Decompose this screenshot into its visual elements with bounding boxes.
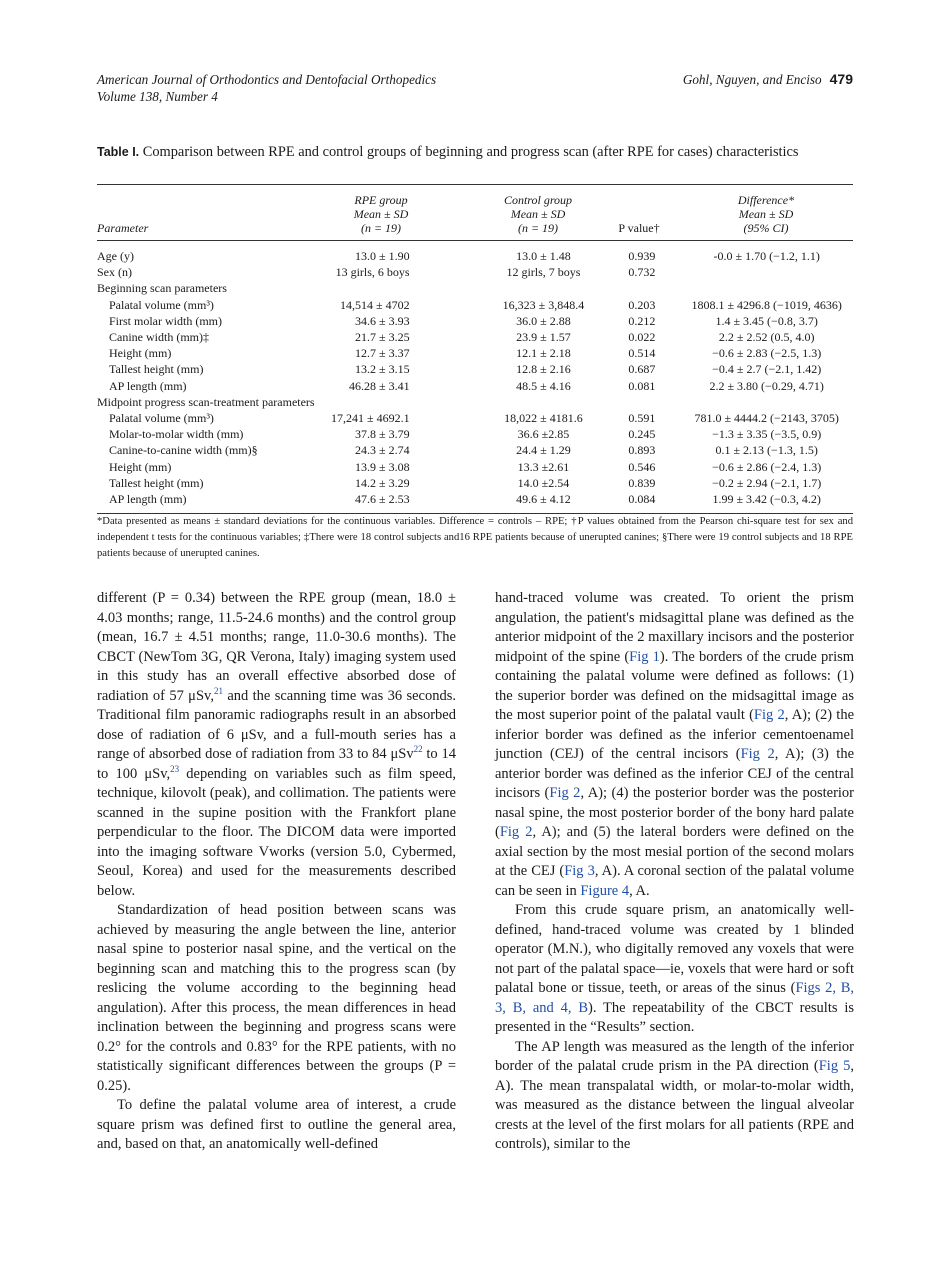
text-span: , A). The mean transpalatal width, or molar-to-molar width, was measured as the distance between the lingual alveolar crests at the level of the first molars for all patients (RPE and controls), similar to the — [495, 1058, 854, 1152]
cell-pvalue: 0.839 — [628, 475, 656, 490]
cell-difference: −0.6 ± 2.83 (−2.5, 1.3) — [712, 346, 822, 361]
table-row — [97, 410, 853, 426]
table-row — [97, 241, 853, 264]
header-control-line1: Control group — [503, 193, 573, 207]
cell-rpe: 13.9 ± 3.08 — [355, 459, 410, 474]
cell-parameter: Age (y) — [97, 249, 134, 263]
header-rpe — [307, 185, 477, 240]
text-span: The AP length was measured as the length of the inferior border of the palatal crude prism in the PA direction ( — [495, 1038, 854, 1074]
cell-pvalue — [603, 280, 680, 296]
text-span: to 14 to 100 μSv, — [97, 746, 456, 782]
cell-control — [484, 280, 604, 296]
table-row — [97, 329, 853, 345]
body-left-column — [97, 589, 456, 1155]
figure-link[interactable]: Fig 3 — [564, 863, 595, 879]
table-row — [97, 280, 853, 296]
figure-link[interactable]: Fig 2 — [549, 785, 581, 801]
table-row — [97, 491, 853, 513]
text-span: hand-traced volume was created. To orient the prism angulation, the patient's midsagittal plane was defined as the anterior midpoint of the 2 maxillary incisors and the posterior midpoint of the spine ( — [495, 590, 854, 665]
table-body — [97, 241, 853, 513]
paragraph — [97, 589, 456, 901]
table-row — [97, 442, 853, 458]
text-span: and the scanning time was 36 seconds. Traditional film panoramic radiographs result in an absorbed dose of radiation of 6 μSv, and a full-mouth series has a range of absorbed dose of radiation from 33 to 84 μSv — [97, 687, 457, 762]
cell-difference: -0.0 ± 1.70 (−1.2, 1.1) — [713, 249, 820, 263]
cell-parameter: First molar width (mm) — [109, 313, 222, 328]
cell-difference: −0.4 ± 2.7 (−2.1, 1.42) — [712, 362, 822, 377]
text-span: ). The borders of the crude prism containing the palatal volume were defined as follows: (1) the superior border was defined on the midsagittal image as the most superior point of the palatal vault ( — [495, 648, 855, 723]
table-row — [97, 426, 853, 442]
citation-link[interactable]: 21 — [213, 685, 223, 696]
cell-control: 48.5 ± 4.16 — [516, 378, 571, 393]
cell-difference: −0.2 ± 2.94 (−2.1, 1.7) — [712, 475, 822, 490]
cell-rpe: 24.3 ± 2.74 — [355, 443, 410, 458]
text-span: depending on variables such as film speed, technique, kilovolt (peak), and collimation. The patients were scanned in the supine position with the Frankfort plane perpendicular to the floor. The DICOM data were imported into the imaging software Vworks (version 5.0, Cybermed, Seoul, Korea) and used for the measurements described below. — [97, 765, 456, 899]
cell-parameter: Palatal volume (mm³) — [109, 297, 214, 312]
cell-control — [484, 394, 604, 410]
authors: Gohl, Nguyen, and Enciso — [682, 72, 822, 87]
cell-difference: 781.0 ± 4444.2 (−2143, 3705) — [694, 411, 839, 426]
table-row — [97, 361, 853, 377]
cell-difference: 1.99 ± 3.42 (−0.3, 4.2) — [712, 492, 821, 507]
cell-rpe — [315, 280, 484, 296]
text-span: ). The repeatability of the CBCT results is presented in the “Results” section. — [495, 999, 855, 1035]
cell-parameter: Tallest height (mm) — [109, 362, 204, 377]
paragraph: To define the palatal volume area of interest, a crude square prism was defined first to outline the general area, and, based on that, an anatomically well-defined — [97, 1097, 456, 1152]
cell-parameter: Molar-to-molar width (mm) — [109, 427, 244, 442]
table-row — [97, 297, 853, 313]
text-span: , A. — [629, 882, 650, 899]
header-rpe-line1: RPE group — [354, 193, 408, 207]
cell-parameter: Midpoint progress scan-treatment parameters — [97, 394, 315, 409]
cell-rpe — [315, 394, 484, 410]
citation-link[interactable]: 22 — [413, 744, 423, 755]
cell-pvalue: 0.893 — [628, 443, 656, 458]
table-caption — [97, 143, 853, 162]
figure-link[interactable]: Figure 4 — [580, 882, 630, 899]
cell-rpe: 13.0 ± 1.90 — [355, 249, 410, 263]
cell-pvalue — [603, 394, 680, 410]
text-span: , A). A coronal section of the palatal volume can be seen in — [495, 863, 855, 899]
text-span: , A); (4) the posterior border was the posterior nasal spine, the most posterior border of the bony hard palate ( — [495, 785, 855, 840]
cell-pvalue: 0.212 — [628, 313, 656, 328]
cell-control: 18,022 ± 4181.6 — [504, 411, 583, 426]
data-table — [97, 184, 853, 514]
text-span: , A); and (5) the lateral borders were defined on the axial section by the most mesial portion of the second molars at the CEJ ( — [495, 824, 854, 879]
cell-control: 12.1 ± 2.18 — [516, 346, 571, 361]
cell-difference — [680, 280, 853, 296]
header-rpe-line2: Mean ± SD — [353, 207, 409, 221]
cell-pvalue: 0.591 — [628, 411, 656, 426]
header-control-line3: (n = 19) — [517, 221, 559, 235]
cell-pvalue: 0.732 — [628, 265, 656, 280]
cell-rpe: 13.2 ± 3.15 — [355, 362, 410, 377]
table-row — [97, 345, 853, 361]
citation-link[interactable]: 23 — [170, 763, 180, 774]
header-diff-line2: Mean ± SD — [738, 207, 794, 221]
cell-parameter: AP length (mm) — [109, 378, 187, 393]
cell-control: 23.9 ± 1.57 — [516, 330, 571, 345]
running-head-right — [683, 71, 853, 88]
header-control — [477, 185, 599, 240]
header-parameter: Parameter — [97, 221, 149, 235]
cell-difference: −1.3 ± 3.35 (−3.5, 0.9) — [712, 427, 822, 442]
header-difference — [679, 185, 853, 240]
cell-parameter: Sex (n) — [97, 265, 132, 280]
table-footnote: *Data presented as means ± standard deviations for the continuous variables. Difference = controls – RPE; †P values obtained from the Pearson chi-square test for sex and independent t tests for the continuous variables; ‡There were 18 control subjects and16 RPE patients because of unerupted canines; §There were 19 control subjects and 18 RPE patients because of unerupted canines. — [97, 516, 853, 559]
text-span: , A); (2) the inferior border was defined as the inferior cementoenamel junction (CEJ) of the central incisors ( — [495, 707, 855, 762]
figure-link[interactable]: Fig 2 — [740, 746, 775, 762]
cell-control: 14.0 ±2.54 — [517, 475, 570, 490]
text-span: different (P = 0.34) between the RPE group (mean, 18.0 ± 4.03 months; range, 11.5-24.6 months) and the control group (mean, 16.7 ± 4.51 months; range, 11.0-30.6 months). The CBCT (NewTom 3G, QR Verona, Italy) imaging system used in this study has an overall effective absorbed dose of radiation of 57 μSv, — [97, 590, 456, 704]
cell-rpe: 14.2 ± 3.29 — [355, 475, 410, 490]
body-right-column — [495, 589, 854, 1155]
cell-parameter: Height (mm) — [109, 459, 172, 474]
cell-rpe: 13 girls, 6 boys — [335, 265, 410, 280]
cell-rpe: 37.8 ± 3.79 — [355, 427, 410, 442]
running-head — [97, 71, 853, 105]
page-number: 479 — [829, 71, 853, 87]
cell-parameter: AP length (mm) — [109, 492, 187, 507]
text-span: From this crude square prism, an anatomically well-defined, hand-traced volume was created by 1 blinded operator (M.N.), who digitally removed any voxels that were not part of the palatal space—ie, voxels that were hard or soft palatal bone or tissue, teeth, or areas of the sinus ( — [495, 902, 854, 996]
cell-control: 12.8 ± 2.16 — [516, 362, 571, 377]
cell-pvalue: 0.687 — [628, 362, 656, 377]
cell-rpe: 14,514 ± 4702 — [340, 297, 410, 312]
header-control-line2: Mean ± SD — [510, 207, 566, 221]
table-header-row — [97, 185, 853, 240]
cell-control: 49.6 ± 4.12 — [516, 492, 571, 507]
cell-parameter: Height (mm) — [109, 346, 172, 361]
cell-difference: 0.1 ± 2.13 (−1.3, 1.5) — [715, 443, 818, 458]
cell-pvalue: 0.203 — [628, 297, 656, 312]
table-row — [97, 313, 853, 329]
table-row — [97, 394, 853, 410]
cell-pvalue: 0.514 — [628, 346, 656, 361]
cell-parameter: Beginning scan parameters — [97, 281, 227, 296]
cell-control: 13.0 ± 1.48 — [516, 249, 571, 263]
figure-link[interactable]: Fig 2 — [753, 707, 785, 723]
cell-difference: 2.2 ± 3.80 (−0.29, 4.71) — [709, 378, 824, 393]
header-diff-line3: (95% CI) — [743, 221, 789, 235]
figure-link[interactable]: Fig 1 — [629, 648, 660, 665]
table-row — [97, 264, 853, 280]
cell-pvalue: 0.022 — [628, 330, 656, 345]
paragraph: Standardization of head position between scans was achieved by measuring the angle between the line, anterior nasal spine to posterior nasal spine, and the vertical on the beginning scan and matching this to the progress scan (by reslicing the volume according to the beginning head angulation). After this process, the mean differences in head inclination between the beginning and progress scans were 0.2° for the controls and 0.83° for the RPE patients, with no statistically significant differences between the groups (P = 0.25). — [97, 902, 456, 1094]
figure-link[interactable]: Figs 2, B, 3, B, and 4, B — [495, 980, 854, 1016]
paragraph — [495, 901, 854, 1038]
table-caption-text: Comparison between RPE and control groups of beginning and progress scan (after RPE for cases) characteristics — [142, 144, 799, 160]
header-pvalue — [599, 185, 679, 240]
table-row — [97, 475, 853, 491]
paragraph — [495, 1038, 854, 1155]
header-rpe-line3: (n = 19) — [360, 221, 402, 235]
cell-pvalue: 0.084 — [628, 492, 656, 507]
figure-link[interactable]: Fig 5 — [818, 1058, 851, 1074]
cell-rpe: 17,241 ± 4692.1 — [331, 411, 410, 426]
header-diff-line1: Difference* — [737, 193, 795, 207]
cell-control: 24.4 ± 1.29 — [516, 443, 571, 458]
cell-pvalue: 0.245 — [628, 427, 656, 442]
cell-control: 12 girls, 7 boys — [506, 265, 581, 280]
cell-difference: 1808.1 ± 4296.8 (−1019, 4636) — [691, 297, 842, 312]
table-label: Table I. — [97, 145, 140, 159]
cell-difference — [680, 264, 853, 280]
cell-control: 13.3 ±2.61 — [517, 459, 570, 474]
journal-name: American Journal of Orthodontics and Dentofacial Orthopedics — [97, 72, 437, 87]
cell-parameter: Canine width (mm)‡ — [109, 330, 209, 345]
cell-rpe: 12.7 ± 3.37 — [355, 346, 410, 361]
cell-difference — [680, 394, 853, 410]
cell-pvalue: 0.081 — [628, 378, 656, 393]
journal-volume: Volume 138, Number 4 — [97, 89, 218, 104]
cell-rpe: 34.6 ± 3.93 — [355, 313, 410, 328]
cell-control: 36.0 ± 2.88 — [516, 313, 571, 328]
cell-parameter: Palatal volume (mm³) — [109, 411, 214, 426]
cell-control: 16,323 ± 3,848.4 — [502, 297, 585, 312]
cell-difference: 2.2 ± 2.52 (0.5, 4.0) — [718, 330, 815, 345]
cell-rpe: 46.28 ± 3.41 — [349, 378, 410, 393]
cell-parameter: Canine-to-canine width (mm)§ — [109, 443, 258, 458]
table-row — [97, 459, 853, 475]
cell-difference: 1.4 ± 3.45 (−0.8, 3.7) — [715, 313, 818, 328]
cell-difference: −0.6 ± 2.86 (−2.4, 1.3) — [712, 459, 822, 474]
figure-link[interactable]: Fig 2 — [499, 824, 533, 840]
paragraph — [495, 589, 854, 901]
table-row — [97, 378, 853, 394]
cell-rpe: 47.6 ± 2.53 — [355, 492, 410, 507]
cell-pvalue: 0.546 — [628, 459, 656, 474]
header-pvalue-text: P value† — [618, 221, 660, 235]
cell-pvalue: 0.939 — [628, 249, 656, 263]
cell-parameter: Tallest height (mm) — [109, 475, 204, 490]
cell-control: 36.6 ±2.85 — [517, 427, 570, 442]
text-span: , A); (3) the anterior border was defined as the inferior CEJ of the central incisors ( — [495, 746, 855, 801]
cell-rpe: 21.7 ± 3.25 — [355, 330, 410, 345]
